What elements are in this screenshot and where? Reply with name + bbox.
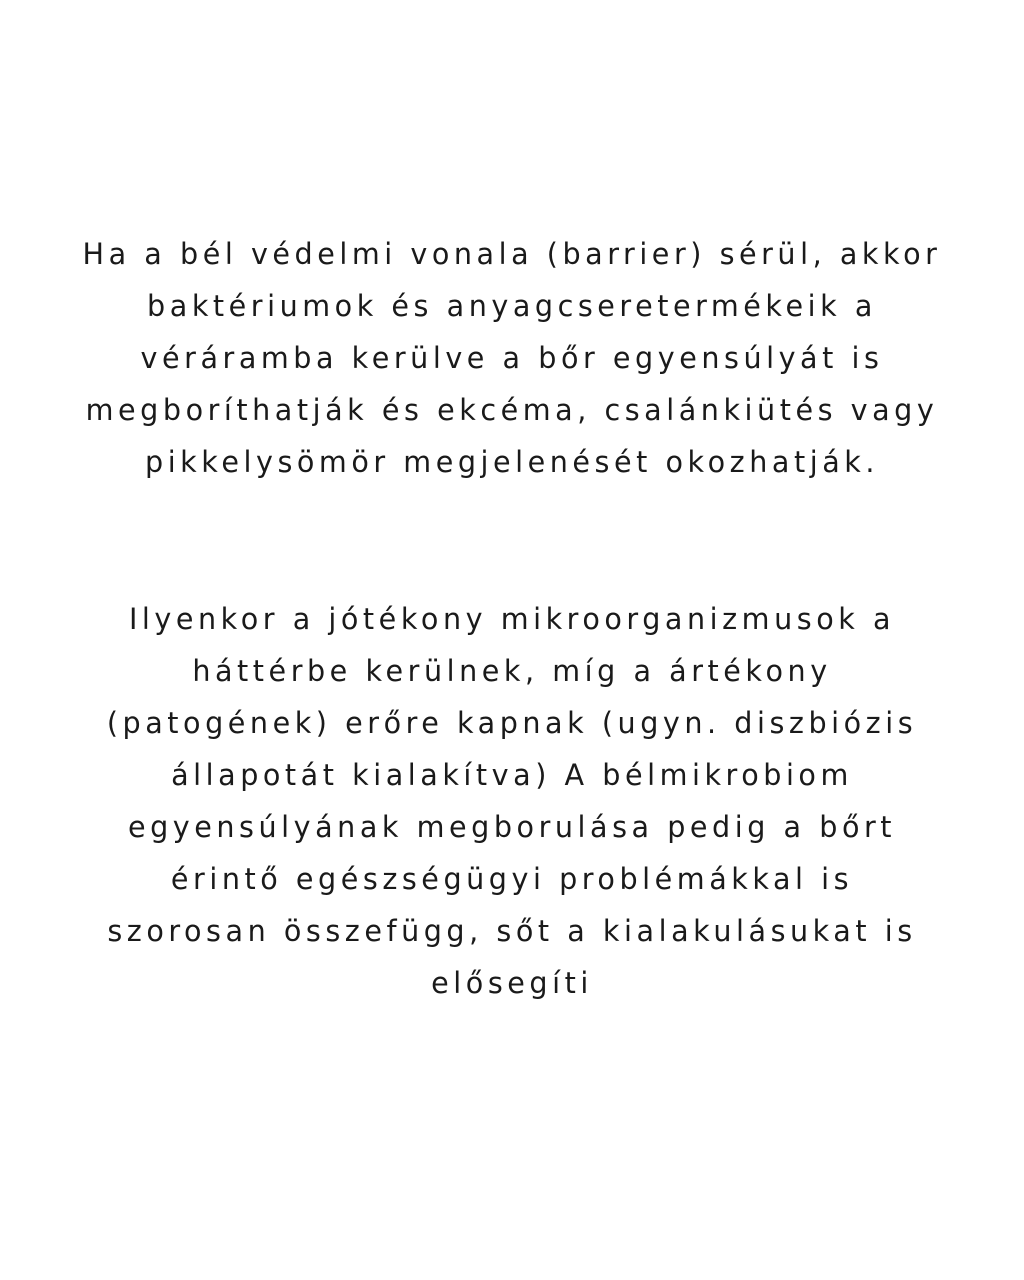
text-line: (patogének) erőre kapnak (ugyn. diszbiózis [106, 706, 918, 740]
paragraph-dysbiosis [0, 593, 1024, 1009]
text-line: állapotát kialakítva) A bélmikrobiom [171, 758, 853, 792]
paragraph-barrier [0, 228, 1024, 488]
text-line: háttérbe kerülnek, míg a ártékony [192, 654, 832, 688]
text-line: érintő egészségügyi problémákkal is [170, 862, 854, 896]
text-line: pikkelysömör megjelenését okozhatják. [145, 445, 879, 479]
text-line: baktériumok és anyagcseretermékeik a [147, 289, 877, 323]
text-line: Ha a bél védelmi vonala (barrier) sérül, akkor [82, 237, 942, 271]
text-line: egyensúlyának megborulása pedig a bőrt [127, 810, 897, 844]
text-line: megboríthatják és ekcéma, csalánkiütés vagy [85, 393, 939, 427]
text-line: szorosan összefügg, sőt a kialakulásukat is [107, 914, 917, 948]
text-line: véráramba kerülve a bőr egyensúlyát is [140, 341, 884, 375]
text-line: elősegíti [431, 966, 593, 1000]
text-line: Ilyenkor a jótékony mikroorganizmusok a [128, 602, 896, 636]
